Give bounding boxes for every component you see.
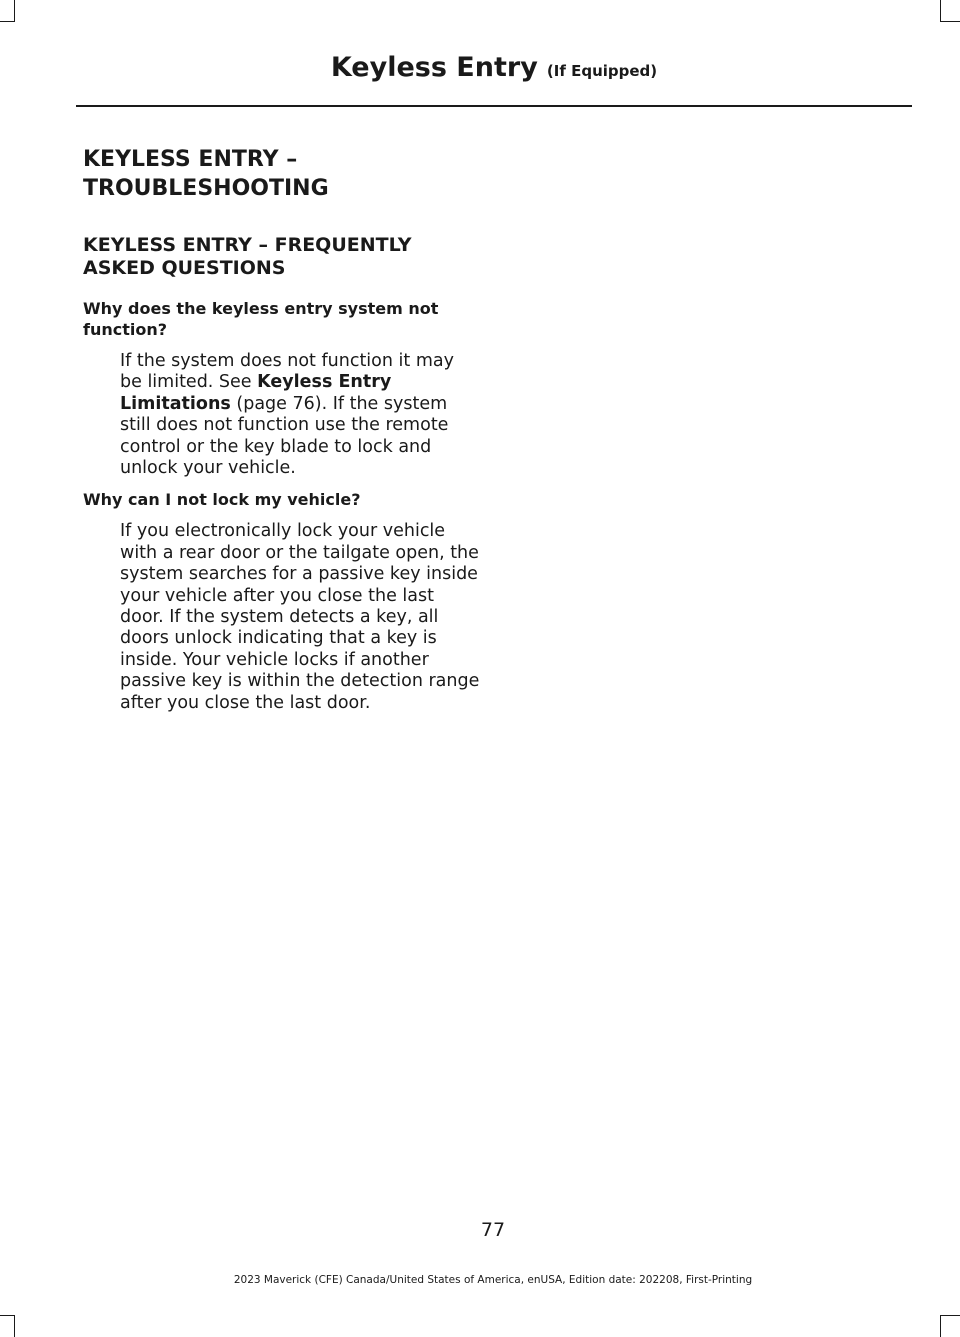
crop-mark [940, 0, 941, 22]
crop-mark [0, 21, 15, 22]
page-number: 77 [480, 1219, 506, 1241]
section-title [83, 145, 483, 203]
faq-question-2: Why can I not lock my vehicle? [83, 490, 361, 510]
section-title-line-1: KEYLESS ENTRY – [83, 147, 298, 172]
crop-mark [940, 1315, 941, 1337]
cross-reference-link[interactable]: Keyless Entry Limitations [120, 372, 392, 414]
crop-mark [940, 1315, 960, 1316]
faq-answer-1 [120, 351, 480, 479]
crop-mark [0, 1315, 15, 1316]
subsection-title: KEYLESS ENTRY – FREQUENTLY ASKED QUESTIONS [83, 234, 412, 279]
header-title: Keyless Entry [330, 52, 538, 83]
crop-mark [14, 1315, 15, 1337]
faq-answer-1-text-a: If the system does not function it may be limited. See [120, 351, 454, 393]
crop-mark [940, 21, 960, 22]
faq-question-1: Why does the keyless entry system not function? [83, 299, 439, 339]
header-rule [76, 105, 912, 107]
footer-text: 2023 Maverick (CFE) Canada/United States of America, enUSA, Edition date: 202208, First-Printing [233, 1274, 753, 1286]
main-content [83, 145, 483, 714]
running-header [76, 52, 912, 83]
section-title-line-2: TROUBLESHOOTING [83, 176, 329, 201]
crop-mark [14, 0, 15, 22]
faq-answer-2: If you electronically lock your vehicle with a rear door or the tailgate open, the system searches for a passive key inside your vehicle after you close the last door. If the system detects a key, all doors unlock indicating that a key is inside. Your vehicle locks if another passive key is within the detection range after you close the last door. [120, 521, 480, 713]
header-subtitle: (If Equipped) [546, 62, 658, 80]
faq-answer-1-text-b: (page 76). If the system still does not function use the remote control or the key blade to lock and unlock your vehicle. [120, 393, 449, 479]
